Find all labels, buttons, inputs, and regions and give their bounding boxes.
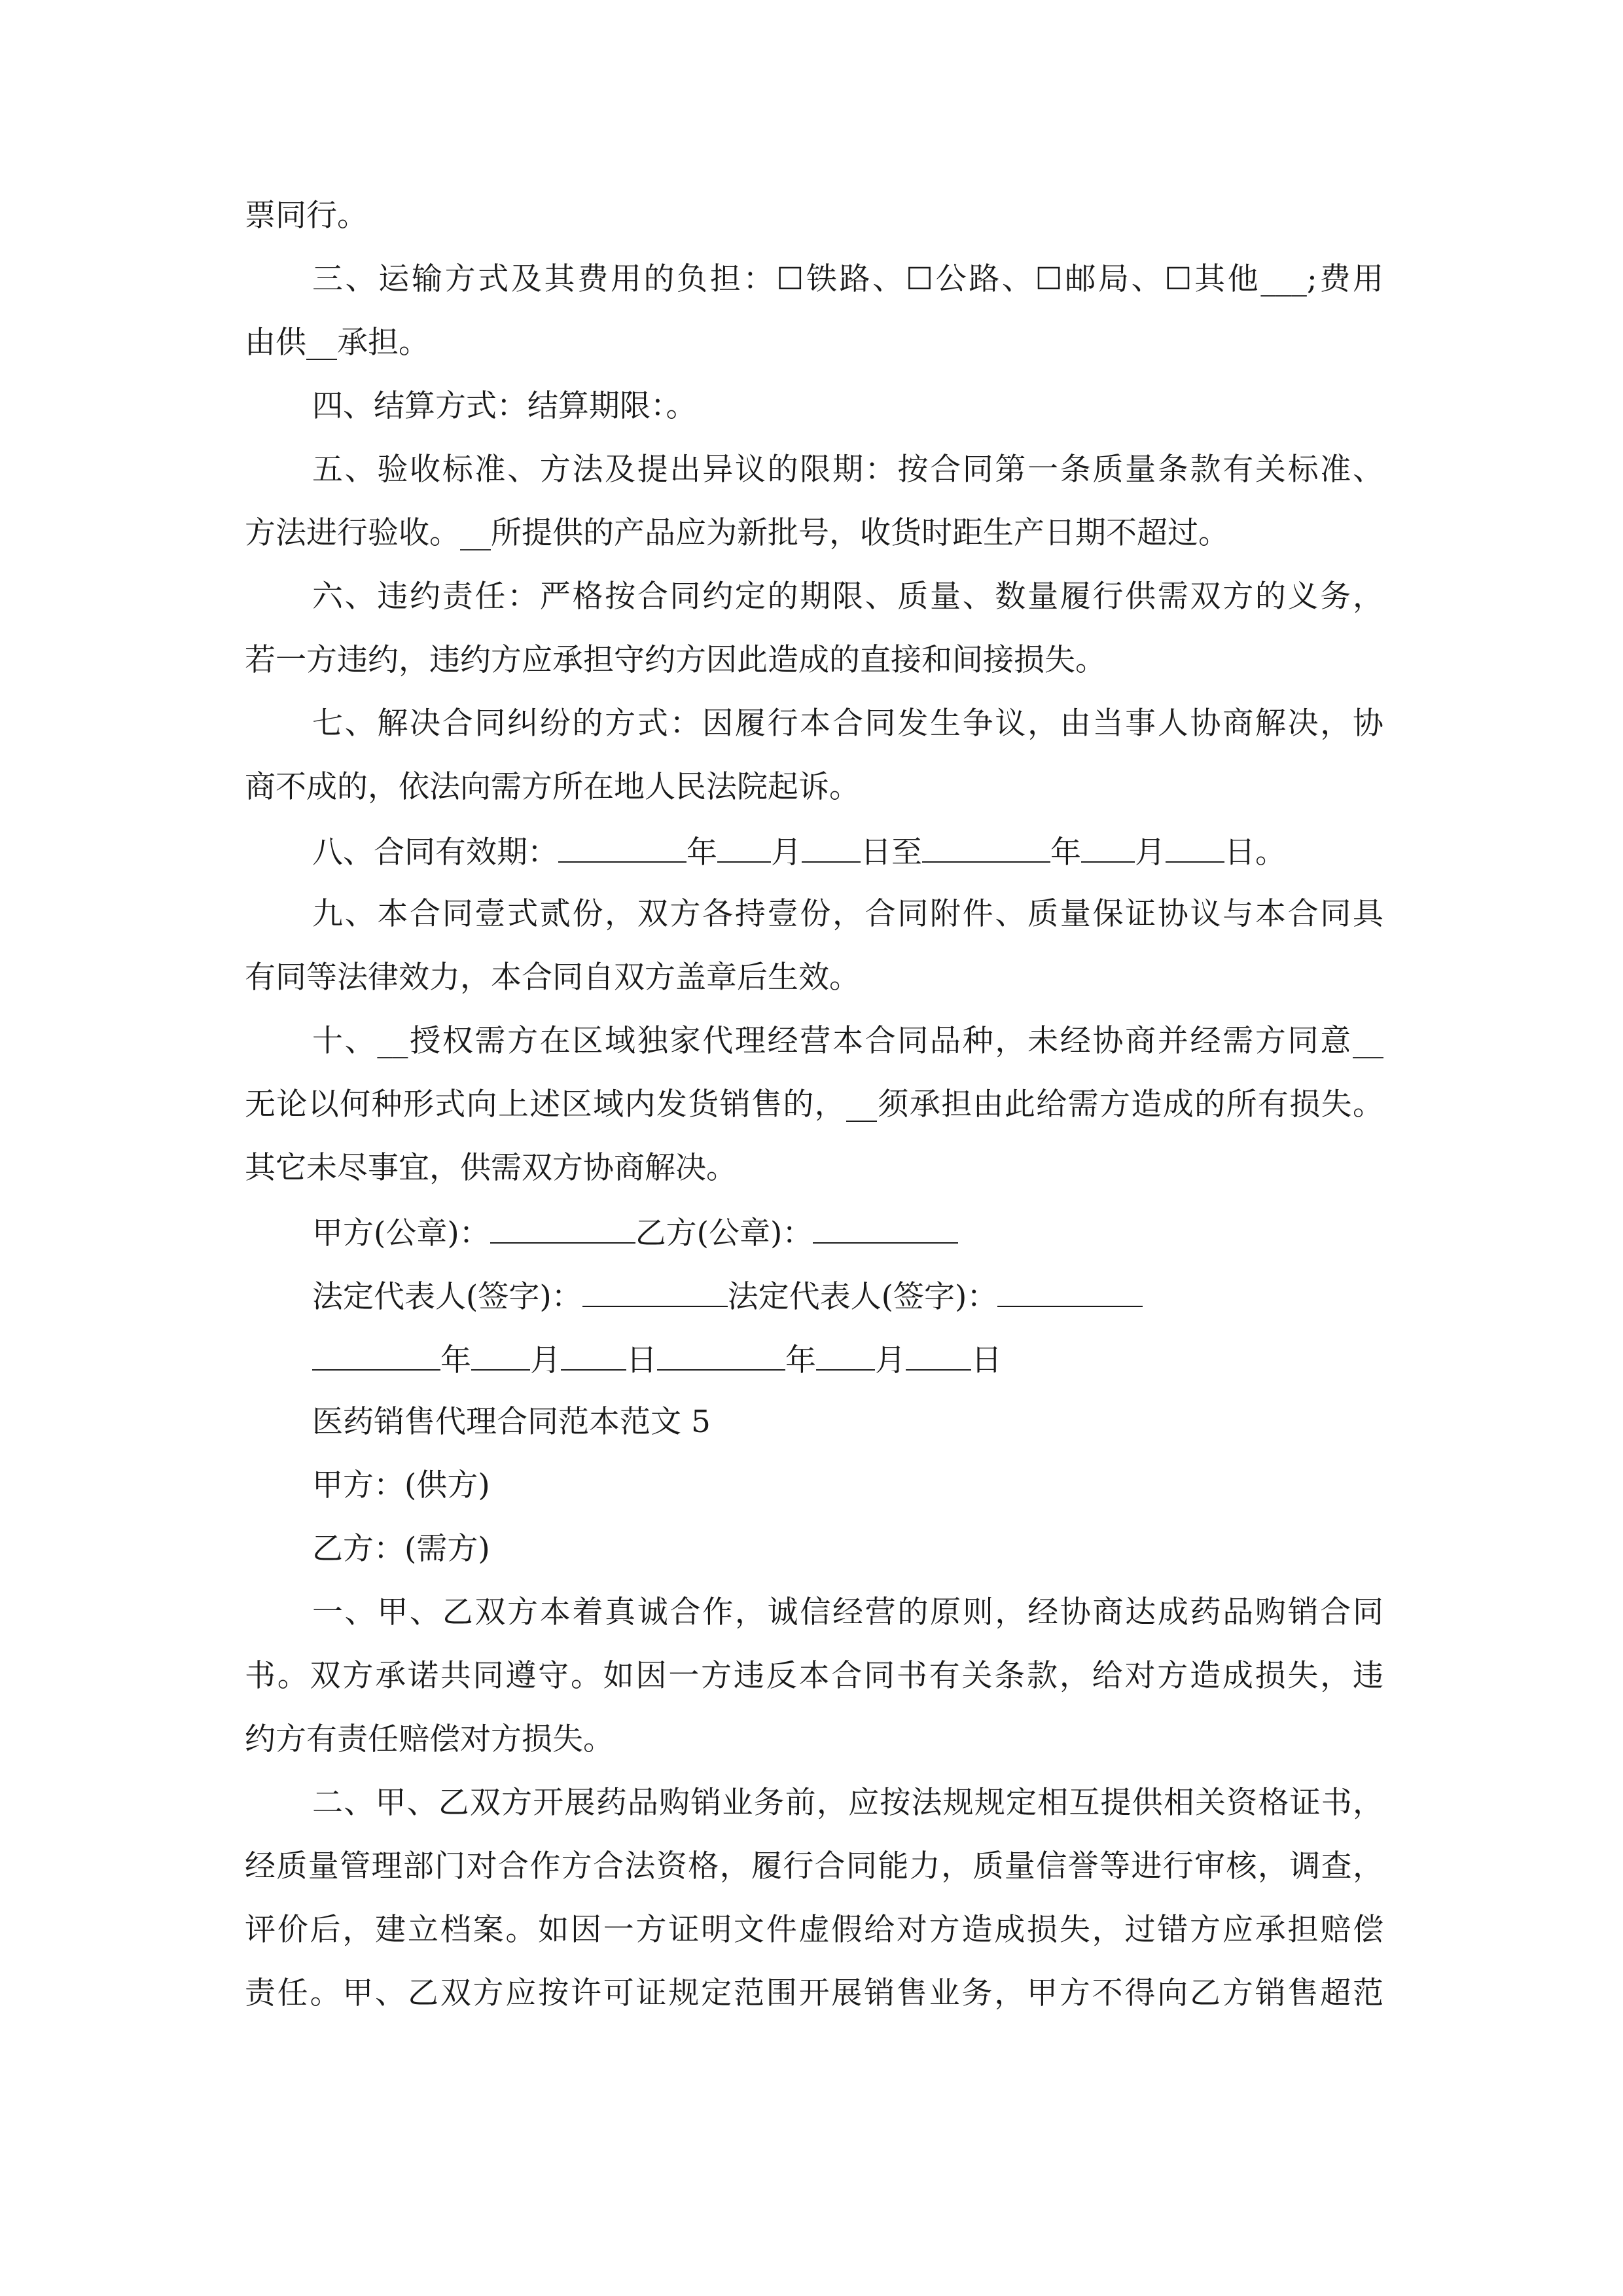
blank-line	[1166, 831, 1224, 863]
blank-line	[997, 1276, 1143, 1307]
text-line: 四、结算方式：结算期限：。	[312, 388, 697, 424]
blank-line	[558, 831, 687, 863]
blank-line	[906, 1339, 971, 1371]
section-title: 医药销售代理合同范本范文 5	[312, 1404, 711, 1440]
month-label: 月	[1135, 834, 1166, 870]
blank-line	[816, 1339, 875, 1371]
text-line: 五、验收标准、方法及提出异议的限期：按合同第一条质量条款有关标准、	[312, 452, 1383, 488]
blank-line	[490, 1212, 635, 1244]
text-line: 由供__承担。	[245, 325, 429, 361]
text-line: 二、甲、乙双方开展药品购销业务前，应按法规规定相互提供相关资格证书，	[312, 1785, 1383, 1821]
text-line: 有同等法律效力，本合同自双方盖章后生效。	[245, 960, 860, 996]
year-label: 年	[687, 834, 717, 870]
party-b-seal-label: 乙方(公章)：	[635, 1215, 813, 1251]
text-line: 经质量管理部门对合作方合法资格，履行合同能力，质量信誉等进行审核，调查，	[245, 1848, 1383, 1884]
month-label: 月	[875, 1342, 906, 1378]
representative-line	[312, 1276, 1143, 1315]
year-label: 年	[440, 1342, 471, 1378]
signature-date-line	[312, 1339, 1002, 1378]
party-seal-line	[312, 1212, 958, 1251]
text-line: 三、运输方式及其费用的负担：☐铁路、☐公路、☐邮局、☐其他___;费用	[312, 261, 1383, 297]
text-line: 乙方：(需方)	[312, 1531, 490, 1567]
text-line: 一、甲、乙双方本着真诚合作，诚信经营的原则，经协商达成药品购销合同	[312, 1594, 1383, 1630]
text-line: 七、解决合同纠纷的方式：因履行本合同发生争议，由当事人协商解决，协	[312, 706, 1383, 742]
blank-line	[561, 1339, 626, 1371]
text-line: 约方有责任赔偿对方损失。	[245, 1721, 614, 1757]
day-end-label: 日。	[1224, 834, 1286, 870]
text-line: 六、违约责任：严格按合同约定的期限、质量、数量履行供需双方的义务，	[312, 579, 1383, 615]
day-label: 日	[626, 1342, 657, 1378]
blank-line	[582, 1276, 728, 1307]
blank-line	[813, 1212, 958, 1244]
blank-line	[312, 1339, 440, 1371]
blank-line	[922, 831, 1050, 863]
year-label: 年	[785, 1342, 816, 1378]
blank-line	[802, 831, 861, 863]
day-to-label: 日至	[861, 834, 922, 870]
blank-line	[471, 1339, 530, 1371]
month-label: 月	[771, 834, 802, 870]
text-line: 十、__授权需方在区域独家代理经营本合同品种，未经协商并经需方同意__	[312, 1023, 1383, 1059]
rep-a-label: 法定代表人(签字)：	[312, 1279, 582, 1315]
month-label: 月	[530, 1342, 561, 1378]
text-line: 票同行。	[245, 198, 368, 234]
text-line: 评价后，建立档案。如因一方证明文件虚假给对方造成损失，过错方应承担赔偿	[245, 1912, 1383, 1948]
year-label: 年	[1050, 834, 1081, 870]
blank-line	[717, 831, 771, 863]
text-line: 若一方违约，违约方应承担守约方因此造成的直接和间接损失。	[245, 642, 1106, 678]
blank-line	[657, 1339, 785, 1371]
blank-line	[1081, 831, 1135, 863]
text-line: 甲方：(供方)	[312, 1467, 490, 1503]
text-line: 九、本合同壹式贰份，双方各持壹份，合同附件、质量保证协议与本合同具	[312, 896, 1383, 932]
text-line: 其它未尽事宜，供需双方协商解决。	[245, 1150, 737, 1186]
text-line: 责任。甲、乙双方应按许可证规定范围开展销售业务，甲方不得向乙方销售超范	[245, 1975, 1383, 2011]
validity-label: 八、合同有效期：	[312, 834, 558, 870]
text-line: 方法进行验收。__所提供的产品应为新批号，收货时距生产日期不超过。	[245, 515, 1229, 551]
text-line: 无论以何种形式向上述区域内发货销售的，__须承担由此给需方造成的所有损失。	[245, 1086, 1383, 1122]
day-label: 日	[971, 1342, 1002, 1378]
party-a-seal-label: 甲方(公章)：	[312, 1215, 490, 1251]
text-line: 商不成的，依法向需方所在地人民法院起诉。	[245, 769, 860, 805]
rep-b-label: 法定代表人(签字)：	[727, 1279, 998, 1315]
text-line: 书。双方承诺共同遵守。如因一方违反本合同书有关条款，给对方造成损失，违	[245, 1658, 1383, 1694]
validity-line	[312, 831, 1286, 870]
